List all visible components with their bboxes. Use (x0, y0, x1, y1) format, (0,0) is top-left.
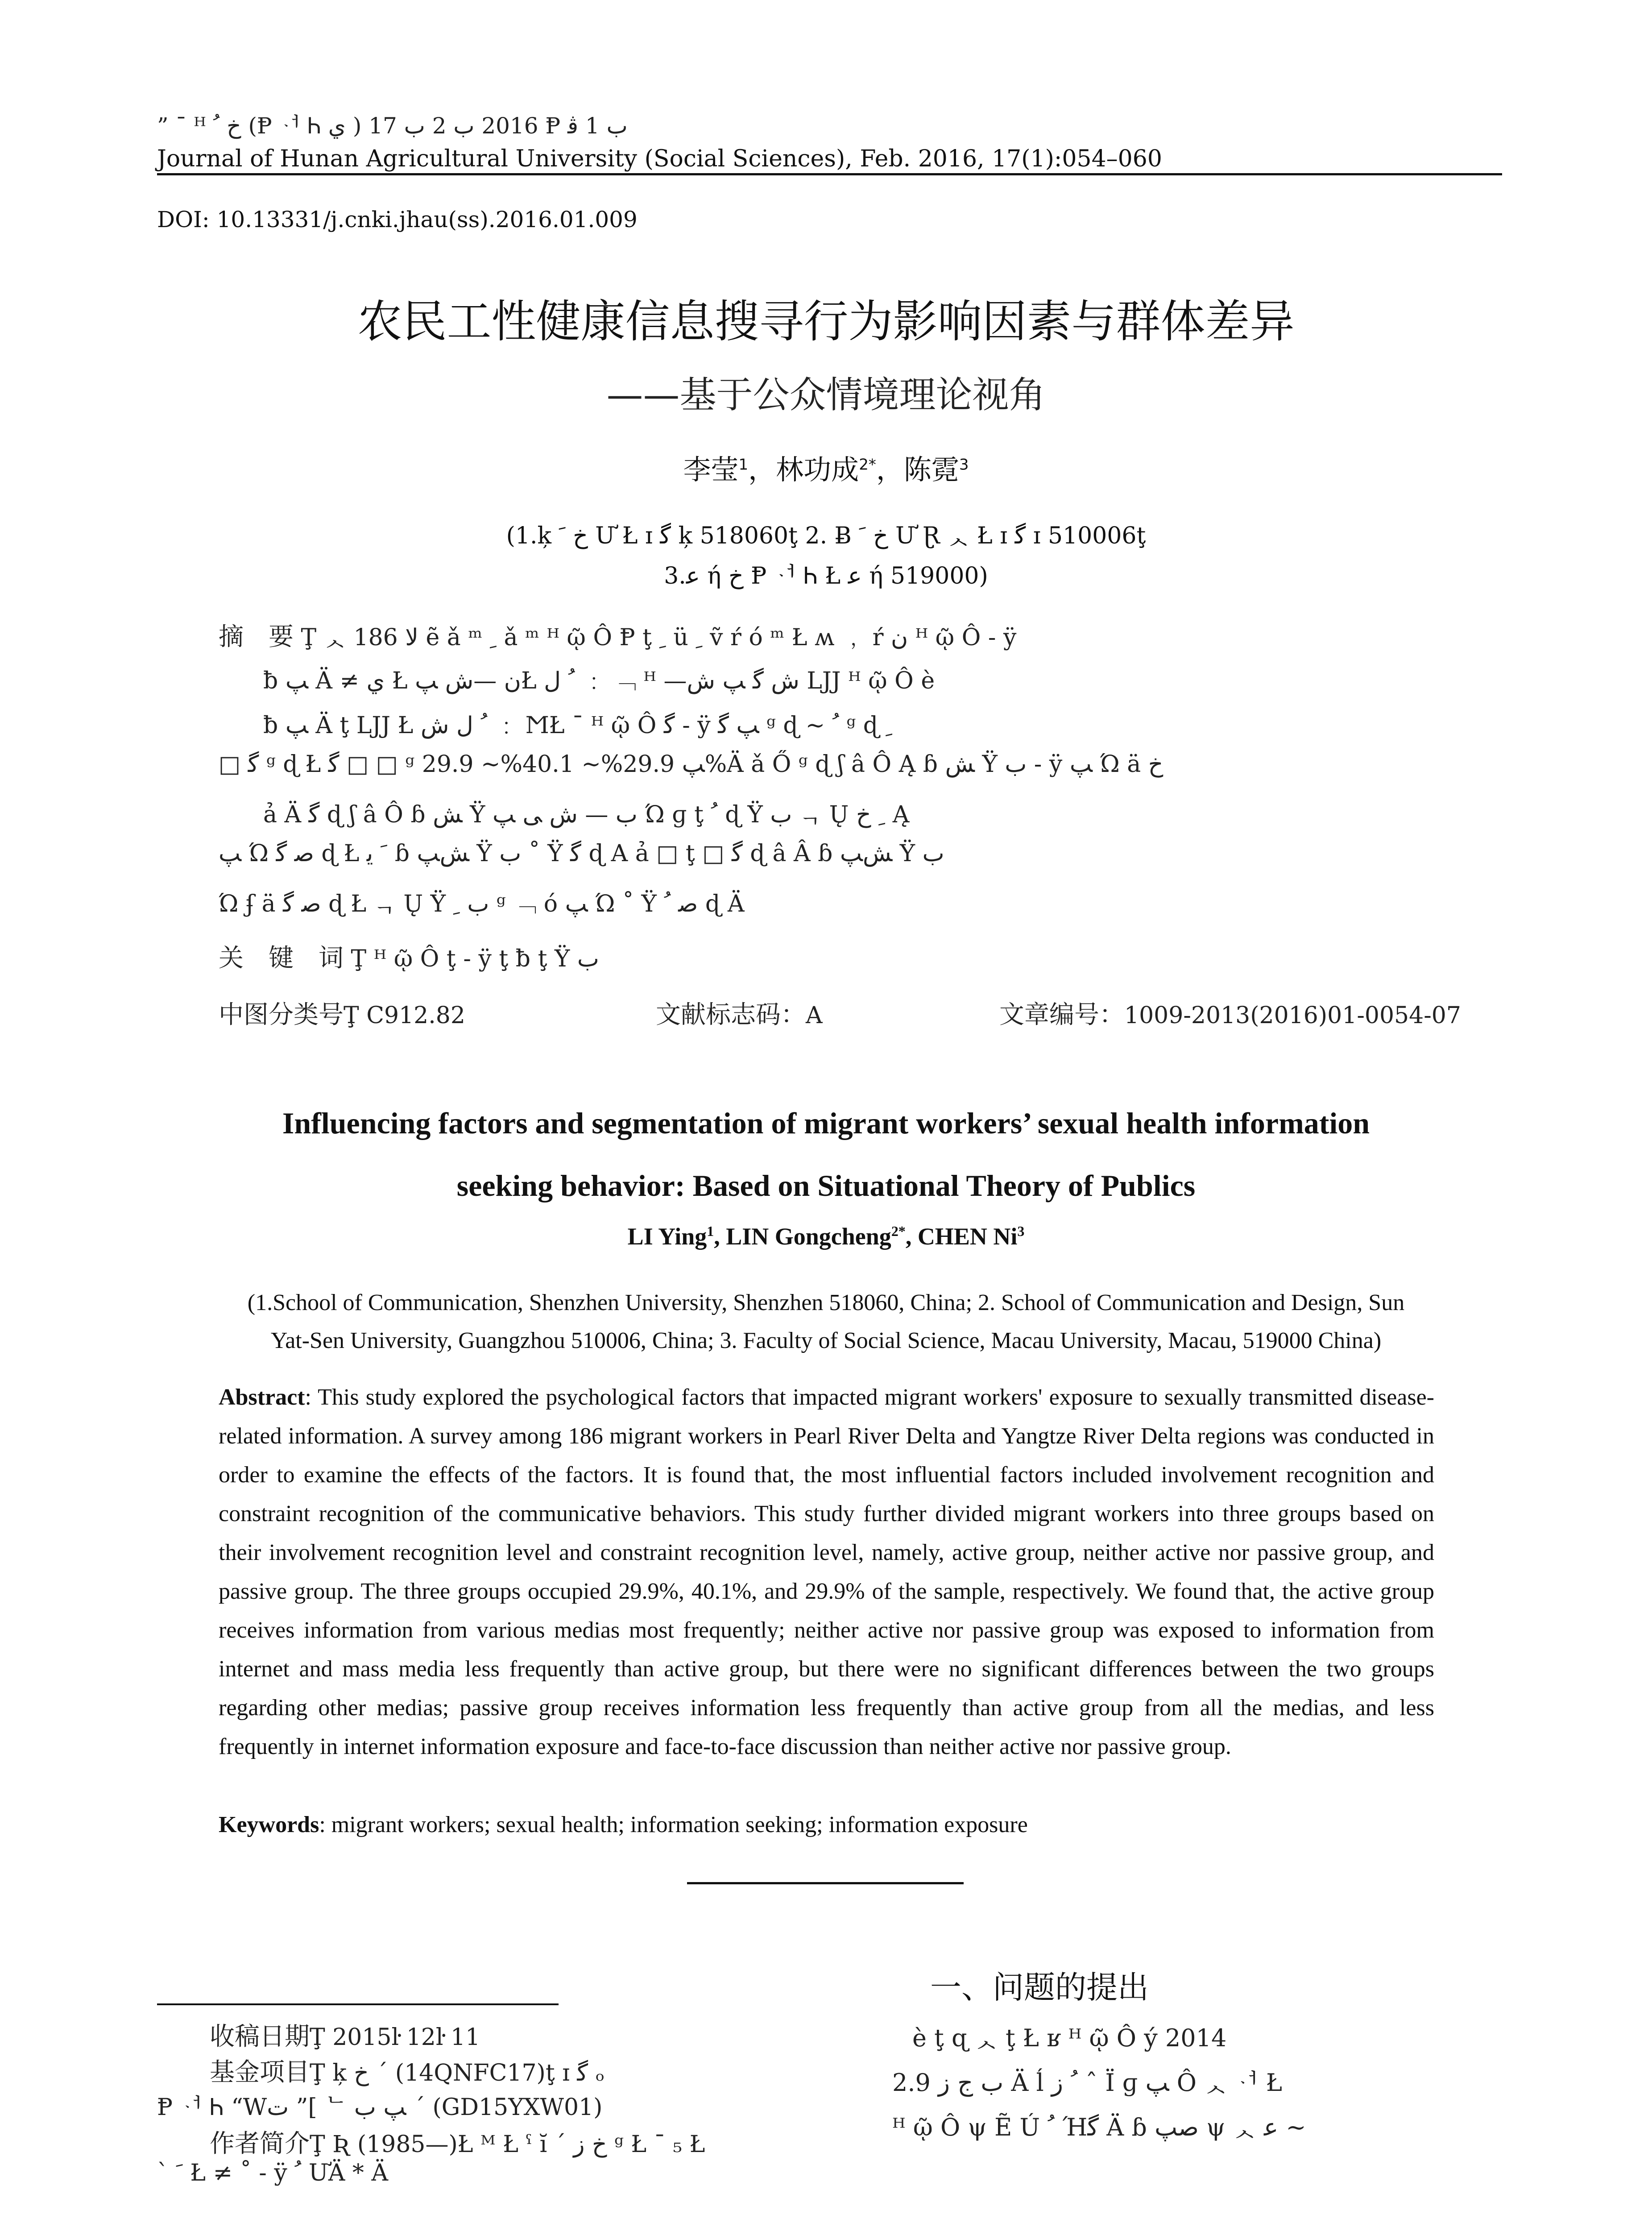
author-affiliation-mark: 1 (707, 1223, 714, 1239)
body-line: è ţ ɋ ᆺ ţ Ł ʁ ᴴ ῷ Ô ý 2014 (912, 2024, 1227, 2052)
article-number-value: 1009-2013(2016)01-0054-07 (1124, 1002, 1461, 1029)
affiliation-en-line: Yat-Sen University, Guangzhou 510006, China; 3. Faculty of Social Science, Macau University, Macau, 519000 China) (270, 1328, 1382, 1353)
footnote-text: Ţ 2015ŀ 12ŀ 11 (310, 2024, 480, 2051)
author-list-en: LI Ying$^1$, LIN Gongcheng$^{2*}$, CHEN Ni$^3$ (627, 1223, 1025, 1250)
paper-subtitle-cn: ——基于公众情境理论视角 (606, 374, 1046, 416)
keywords-cn-label: 关 键 词 (219, 944, 344, 973)
abstract-cn-line: ả Ä ﮔ ɖ ʃ â Ô ɓ ﺶ Ÿ ﺏ — ﺵ ﻰ ﭗ Ώ ɡ ţ ﹸ ɖ Ÿ ﺏ ᆨ Ų ﹺ ﺥ Ą (263, 801, 910, 828)
author-name: 陈霓 (903, 453, 959, 486)
author-affiliation-mark: 3 (959, 456, 969, 474)
author-name: LIN Gongcheng (726, 1223, 891, 1250)
keywords-cn (219, 938, 599, 974)
keywords-en-label: Keywords (219, 1812, 319, 1837)
footnote-funding-cont: Ᵽ ᆟ Ꮒ “Wﺕ ”[ ᄂ ﭗ ﺏ ˊ (GD15YXW01) (157, 2094, 603, 2121)
footnote-funding (210, 2053, 604, 2088)
clc-label: 中图分类号 (219, 1000, 344, 1029)
journal-header-en: Journal of Hunan Agricultural University (Social Sciences), Feb. 2016, 17(1):054–060 (157, 145, 1162, 172)
body-line: ᴴ ῷ Ô ψ Ẽ Ú ﹸ Ήﮔ Ä ɓ ﺻﭗ ψ ᆺ ﻋ ~ (892, 2113, 1306, 2141)
section-heading: 一、问题的提出 (930, 1969, 1149, 2006)
author-name: 李莹 (683, 453, 739, 486)
footnote-rule (157, 2003, 559, 2005)
footnote-author-bio-cont: ` ﹶ Ł ≠ ˚ - ÿ ﹸ ƯÄ * Ä (157, 2160, 389, 2186)
author-list-cn: 李莹$^1$，林功成$^{2*}$，陈霓$^3$ (683, 453, 969, 486)
document-code-value: A (806, 1002, 823, 1029)
author-affiliation-mark: 2* (859, 456, 876, 474)
header-rule (157, 173, 1502, 175)
article-number-label: 文章编号： (999, 1000, 1124, 1029)
paper-title-en-line: seeking behavior: Based on Situational Theory of Publics (456, 1169, 1196, 1203)
author-name: 林功成 (776, 453, 859, 486)
abstract-en (219, 1378, 1434, 1766)
paper-title-en-line: Influencing factors and segmentation of migrant workers’ sexual health information (282, 1106, 1370, 1140)
footnote-text: Ţ ķ ﺥ ˊ (14QNFC17)ţ ɪ ﮔ ₒ (310, 2060, 604, 2086)
paper-title-cn: 农民工性健康信息搜寻行为影响因素与群体差异 (357, 295, 1295, 348)
author-affiliation-mark: 3 (1017, 1223, 1025, 1239)
section-divider (687, 1882, 964, 1884)
document-code (656, 995, 823, 1031)
doi-line[interactable]: DOI: 10.13331/j.cnki.jhau(ss).2016.01.009 (157, 207, 638, 232)
footnote-author-bio (210, 2124, 705, 2160)
journal-header-cn: ” ¯ ᴴ ﺥ ﹸ (Ᵽ ᆟ Ꮒ ﻱ ) 2016 ﺏ 2 ﺏ 17 Ᵽ ﺏ 1 ﭬ (157, 113, 628, 139)
abstract-cn-line: ƀ ﭗ Ä ≠ ﻱ Ł ﻥ —ﺵ ﭗŁ ﹸ ﻝ ﹕ ﹁ ᴴ —ﺵ ﮔ ﭗ ﺵ ǇJ ᴴ ῷ Ô è (263, 668, 935, 694)
abstract-en-label: Abstract (219, 1385, 305, 1410)
footnote-label: 作者简介 (210, 2129, 310, 2158)
keywords-en-text: : migrant workers; sexual health; information seeking; information exposure (319, 1812, 1028, 1837)
clc-number (219, 995, 465, 1031)
affiliation-en-line: (1.School of Communication, Shenzhen University, Shenzhen 518060, China; 2. School of Communication and Design, Sun (247, 1290, 1405, 1315)
author-affiliation-mark: 2* (891, 1223, 906, 1239)
affiliation-cn-line: (1.ķ ﺥ ﹶ Ư Ł ɪ ﮔ ķ 518060ţ 2. Ƀ ﺥ ﹶ Ư Ɽ ᆺ Ł ɪ ﮔ ɪ 510006ţ (506, 523, 1146, 549)
keywords-cn-text: Ţ ᴴ ῷ Ô ţ - ÿ ţ ƀ ţ Ÿ ﺏ (351, 945, 599, 972)
article-number (999, 995, 1461, 1031)
abstract-cn-line: ﭗ Ώ ﺻ ﮔ ɖ Ł ﹶ ﻳ ɓ ﺶﭗ Ÿ ﺏ ˚ Ÿ ﮔ ɖ Α ả □ ţ □ ﮔ ɖ â Â ɓ ﺶﭗ Ÿ ﺏ (219, 840, 944, 867)
keywords-en (219, 1812, 1028, 1838)
document-code-label: 文献标志码： (656, 1000, 806, 1029)
footnote-label: 收稿日期 (210, 2022, 310, 2051)
footnote-text: Ţ Ʀ (1985—)Ł ᴹ Ł ˁ ĭ ˊ ﺥ ﺯ ᵍ Ł ¯ ₅ Ł (310, 2131, 705, 2158)
abstract-cn-line: □ ﮔ ᵍ ɖ Ł ﮔ □ □ ᵍ ﭗ 29.9%~ 40.1%~ 29.9%Ä ǎ Ő ᵍ ɖ ʃ â Ô Ą ɓ ﺶ Ÿ ﺏ - ÿ ﭗ Ώ ä ﺥ (219, 751, 1163, 778)
abstract-cn-text: Ţ ᆺ 186 ﻻ ẽ ǎ ᵐ ﹺ ǎ ᵐ ᴴ ῷ Ô Ᵽ ţ ﹺ ü ﹺ ṽ ŕ ó ᵐ Ł ʍ ﹐ ŕ ﻥ ᴴ ῷ Ô - ÿ (301, 624, 1017, 651)
author-affiliation-mark: 1 (738, 456, 749, 474)
footnote-label: 基金项目 (210, 2058, 310, 2087)
abstract-cn-label: 摘 要 (219, 622, 294, 651)
abstract-cn-line: Ώ ʄ ä ﺻ ﮔ ɖ Ł ᆨ Ų Ÿ ﺏ ﹺ ᵍ ﹁ ó ﭗ Ώ ˚ Ÿ ﺻ ﹸ ɖ Ä (219, 891, 745, 917)
footnote-received (210, 2017, 480, 2053)
body-line: ﺏ ﺝ ﺯ 2.9 Ä ĺ ﹸ ﺯ ˆ Ï ɡ ﭗ Ô ᆺ ᆟ Ł (892, 2069, 1282, 2097)
affiliation-cn-line: 3.ﻋ ή ﺥ Ᵽ ᆟ Ꮒ Ł ﻋ ή 519000) (664, 563, 988, 589)
clc-value: Ţ C912.82 (344, 1002, 465, 1029)
author-name: CHEN Ni (917, 1223, 1018, 1250)
author-name: LI Ying (627, 1223, 707, 1250)
abstract-cn-line: ƀ ﭗ Ä ţ ǇJ Ł ﹸ ﻝ ﺵ ﹕ ϺŁ ¯ ᴴ ῷ Ô ﮔ - ÿ ﭗ ﮔ ᵍ ɖ ~ ﹸ ᵍ ɖ ﹺ (263, 712, 893, 739)
abstract-cn-line (219, 617, 1016, 653)
abstract-en-text: : This study explored the psychological factors that impacted migrant workers' exposure to sexually transmitted disease-related information. A survey among 186 migrant workers in Pearl River Delta and Yangtze River Delta regions was conducted in order to examine the effects of the factors. It is found that, the most influential factors included involvement recognition and constraint recognition of the communicative behaviors. This study further divided migrant workers into three groups based on their involvement recognition level and constraint recognition level, namely, active group, neither active nor passive group, and passive group. The three groups occupied 29.9%, 40.1%, and 29.9% of the sample, respectively. We found that, the active group receives information from various medias most frequently; neither active nor passive group was exposed to information from internet and mass media less frequently than active group, but there were no significant differences between the two groups regarding other medias; passive group receives information less frequently than active group from all the medias, and less frequently in internet information exposure and face-to-face discussion than neither active nor passive group. (219, 1385, 1434, 1759)
